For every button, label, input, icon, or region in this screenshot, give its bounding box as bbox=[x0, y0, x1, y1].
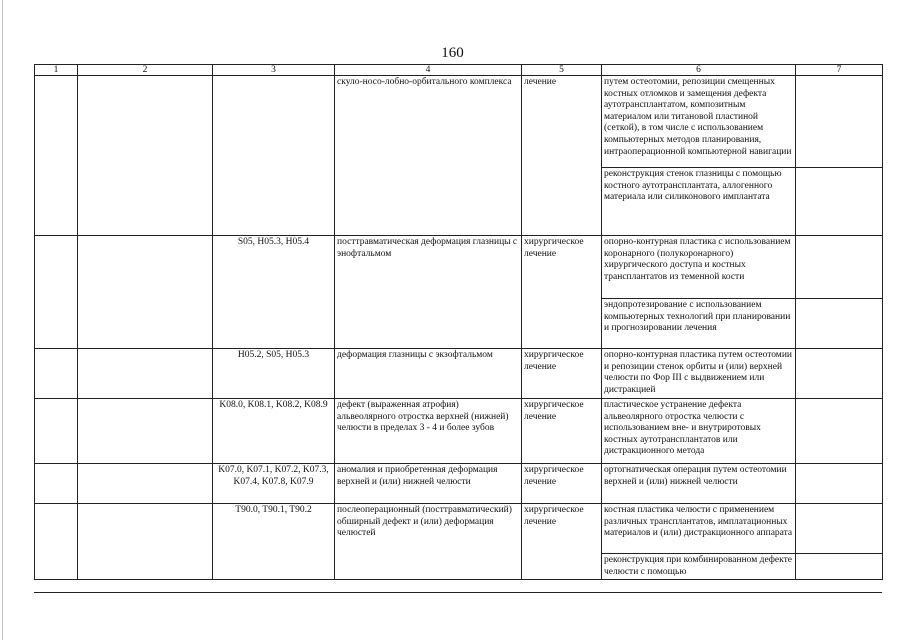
table-row bbox=[35, 504, 883, 554]
cell-col7 bbox=[796, 504, 883, 554]
column-number: 1 bbox=[35, 65, 78, 76]
diagnosis-cell: послеоперационный (посттравматический) обширный дефект и (или) деформация челюстей bbox=[335, 504, 522, 580]
cell-col7 bbox=[796, 349, 883, 399]
diagnosis-cell: скуло-носо-лобно-орбитального комплекса bbox=[335, 76, 522, 236]
method-cell: пластическое устранение дефекта альвеолярного отростка челюсти с использованием вне- и внутриротовых костных аутотрансплантатов или дистракционного метода bbox=[602, 399, 796, 464]
treatment-type-cell: лечение bbox=[522, 76, 602, 236]
column-number: 3 bbox=[213, 65, 335, 76]
method-cell: опорно-контурная пластика с использованием коронарного (полукоронарного) хирургического доступа и костных трансплантатов из теменной кости bbox=[602, 236, 796, 299]
cell-col1 bbox=[35, 349, 78, 399]
method-cell: эндопротезирование с использованием компьютерных технологий при планировании и прогнозировании лечения bbox=[602, 299, 796, 349]
cell-col7 bbox=[796, 399, 883, 464]
icd-codes-cell bbox=[213, 76, 335, 236]
treatment-type-cell: хирургическое лечение bbox=[522, 464, 602, 504]
diagnosis-cell: аномалия и приобретенная деформация верхней и (или) нижней челюсти bbox=[335, 464, 522, 504]
treatment-type-cell: хирургическое лечение bbox=[522, 349, 602, 399]
cell-col7 bbox=[796, 464, 883, 504]
diagnosis-cell: деформация глазницы с экзофтальмом bbox=[335, 349, 522, 399]
column-number: 7 bbox=[796, 65, 883, 76]
cell-col1 bbox=[35, 76, 78, 236]
method-cell: путем остеотомии, репозиции смещенных костных отломков и замещения дефекта аутотрансплантатом, композитным материалом или титановой пластиной (сеткой), в том числе с использованием компьютерных методов планирования, интраоперационной компьютерной навигации bbox=[602, 76, 796, 168]
table-row bbox=[35, 464, 883, 504]
icd-codes-cell: H05.2, S05, H05.3 bbox=[213, 349, 335, 399]
method-cell: опорно-контурная пластика путем остеотомии и репозиции стенок орбиты и (или) верхней челюсти по Фор III с выдвижением или дистракцией bbox=[602, 349, 796, 399]
table-row bbox=[35, 76, 883, 168]
treatment-type-cell: хирургическое лечение bbox=[522, 504, 602, 580]
cell-col7 bbox=[796, 76, 883, 168]
table-bottom-rule bbox=[34, 592, 882, 593]
cell-col1 bbox=[35, 464, 78, 504]
cell-col7 bbox=[796, 554, 883, 580]
cell-col7 bbox=[796, 168, 883, 236]
method-cell: костная пластика челюсти с применением различных трансплантатов, имплатационных материалов и (или) дистракционного аппарата bbox=[602, 504, 796, 554]
cell-col2 bbox=[78, 236, 213, 349]
diagnosis-cell: посттравматическая деформация глазницы с энофтальмом bbox=[335, 236, 522, 349]
treatment-type-cell: хирургическое лечение bbox=[522, 399, 602, 464]
icd-codes-cell: K08.0, K08.1, K08.2, K08.9 bbox=[213, 399, 335, 464]
cell-col2 bbox=[78, 399, 213, 464]
cell-col7 bbox=[796, 236, 883, 299]
table-row bbox=[35, 349, 883, 399]
method-cell: реконструкция стенок глазницы с помощью костного аутотрансплантата, аллогенного материала или силиконового имплантата bbox=[602, 168, 796, 236]
method-cell: реконструкция при комбинированном дефекте челюсти с помощью bbox=[602, 554, 796, 580]
cell-col7 bbox=[796, 299, 883, 349]
cell-col1 bbox=[35, 399, 78, 464]
cell-col2 bbox=[78, 504, 213, 580]
medical-procedures-table bbox=[34, 64, 883, 580]
page-number: 160 bbox=[441, 45, 464, 61]
cell-col2 bbox=[78, 349, 213, 399]
icd-codes-cell: T90.0, T90.1, T90.2 bbox=[213, 504, 335, 580]
cell-col2 bbox=[78, 464, 213, 504]
column-number: 5 bbox=[522, 65, 602, 76]
column-number-row bbox=[35, 65, 883, 76]
cell-col1 bbox=[35, 504, 78, 580]
method-cell: ортогнатическая операция путем остеотомии верхней и (или) нижней челюсти bbox=[602, 464, 796, 504]
column-number: 4 bbox=[335, 65, 522, 76]
column-number: 2 bbox=[78, 65, 213, 76]
icd-codes-cell: S05, H05.3, H05.4 bbox=[213, 236, 335, 349]
cell-col1 bbox=[35, 236, 78, 349]
cell-col2 bbox=[78, 76, 213, 236]
table-row bbox=[35, 399, 883, 464]
page-edge-line bbox=[2, 0, 3, 640]
diagnosis-cell: дефект (выраженная атрофия) альвеолярного отростка верхней (нижней) челюсти в пределах 3 - 4 и более зубов bbox=[335, 399, 522, 464]
icd-codes-cell: K07.0, K07.1, K07.2, K07.3, K07.4, K07.8, K07.9 bbox=[213, 464, 335, 504]
column-number: 6 bbox=[602, 65, 796, 76]
treatment-type-cell: хирургическое лечение bbox=[522, 236, 602, 349]
table-row bbox=[35, 236, 883, 299]
